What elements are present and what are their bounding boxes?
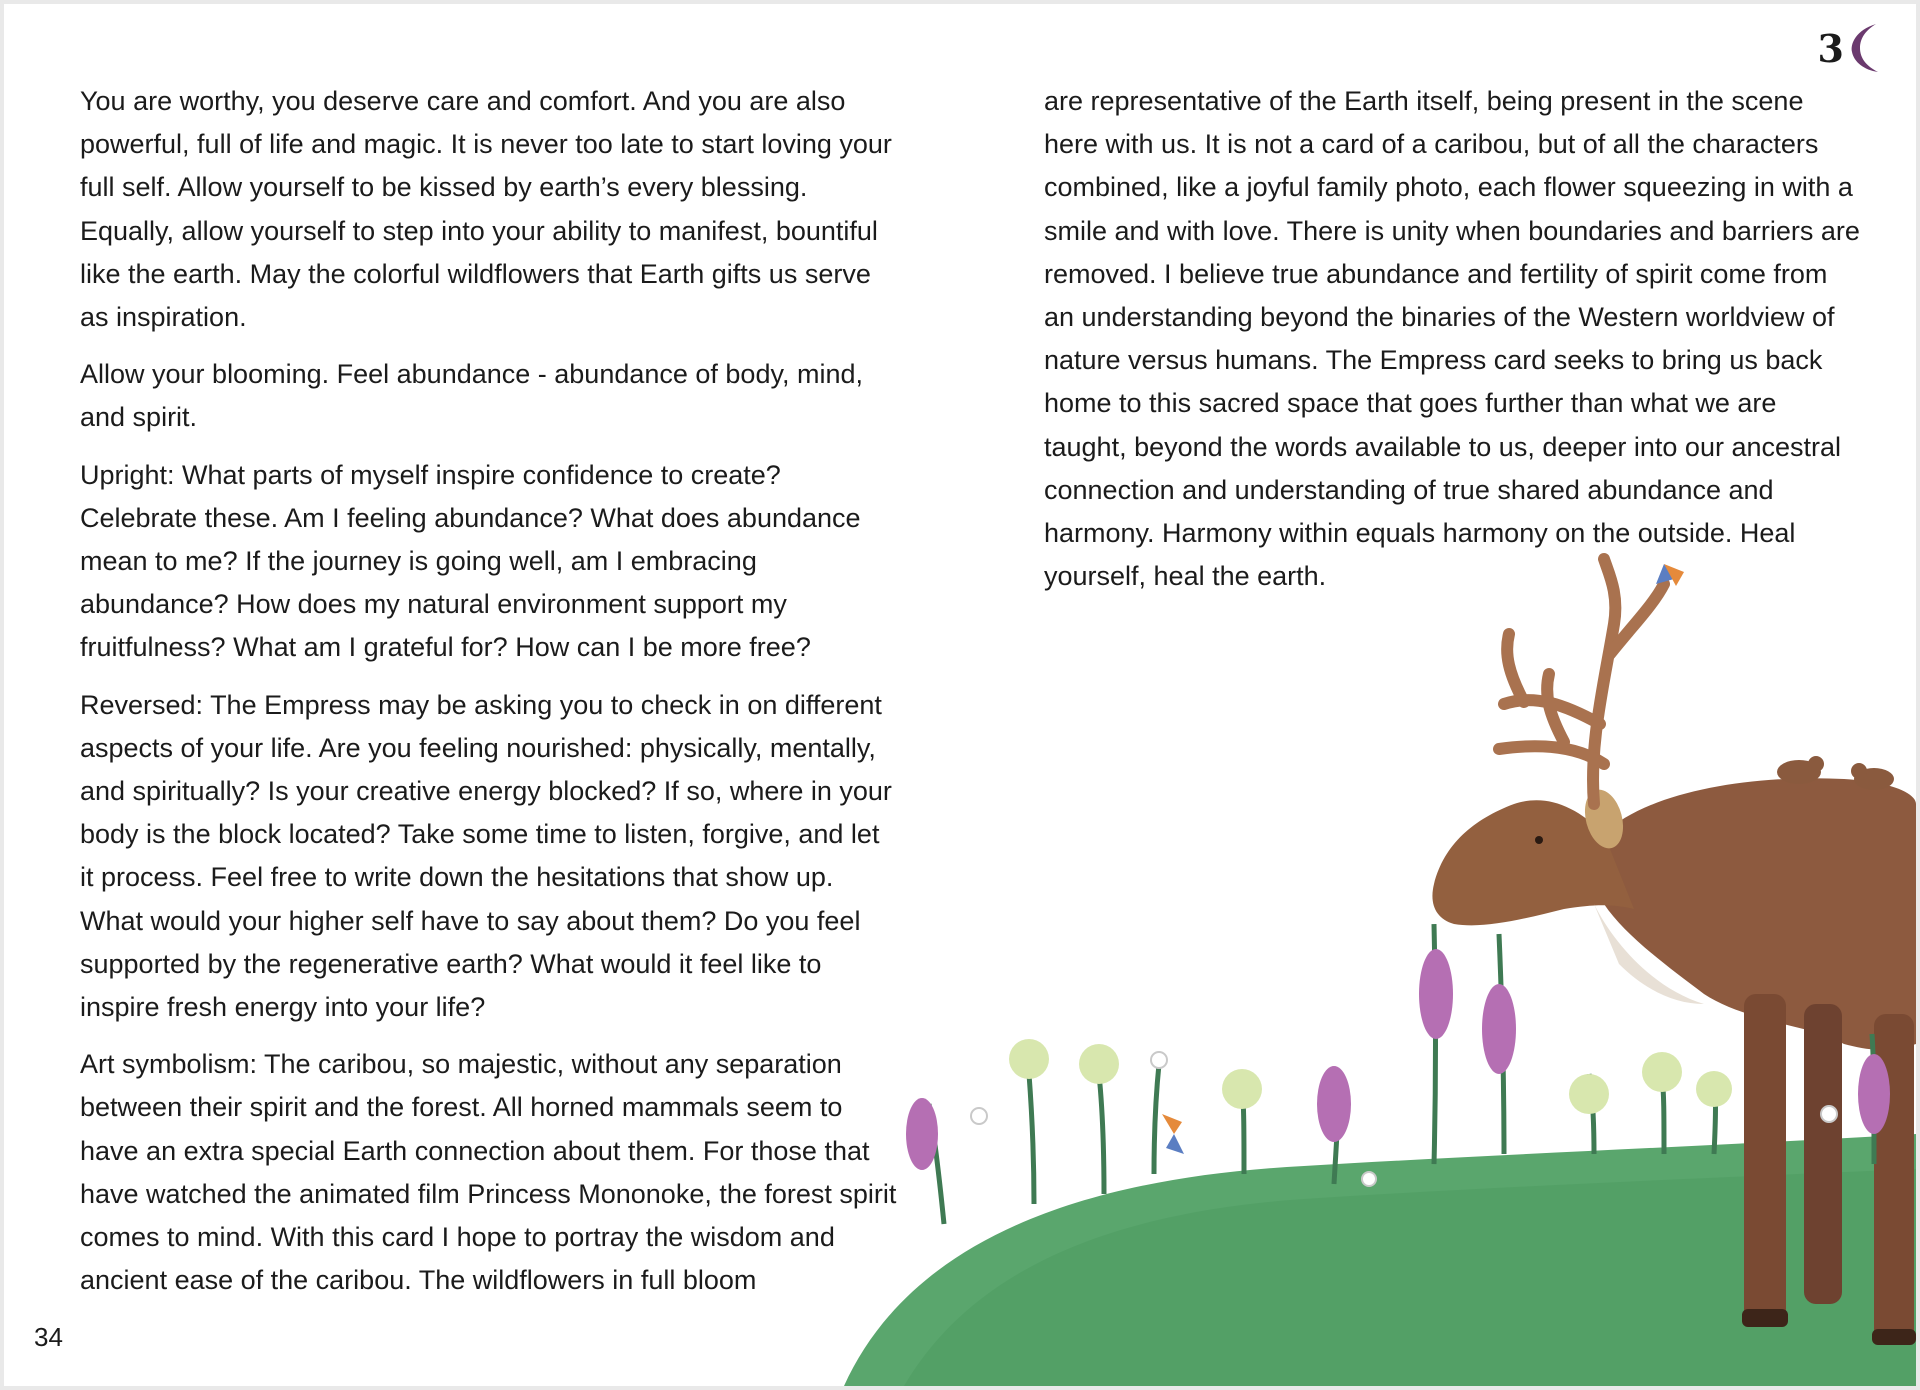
chapter-number: 3 (1817, 25, 1844, 71)
right-text-column (1044, 80, 1864, 612)
paragraph-blooming: Allow your blooming. Feel abundance - abundance of body, mind, and spirit. (80, 359, 863, 433)
paragraph-reversed: Reversed: The Empress may be asking you to check in on different aspects of your life. Are you feeling nourished: physically, mentally, and spiritually? Is your creative energy blocked? If so, where in your body is the block located? Take some time to listen, forgive, and let it process. Feel free to write down the hesitations that show up. What would your higher self have to say about them? Do you feel supported by the regenerative earth? What would it feel like to inspire fresh energy into your life? (80, 689, 892, 1023)
paragraph-intro: You are worthy, you deserve care and comfort. And you are also powerful, full of life and magic. It is never too late to start loving your full self. Allow yourself to be kissed by earth’s every blessing. Equally, allow yourself to step into your ability to manifest, bountiful like the earth. May the colorful wildflowers that Earth gifts us serve as inspiration. (80, 86, 892, 333)
chapter-marker (1818, 22, 1880, 74)
paragraph-art-symbolism: Art symbolism: The caribou, so majestic, without any separation between their spirit and the forest. All horned mammals seem to have an extra special Earth connection about them. For those that have watched the animated film Princess Mononoke, the forest spirit comes to mind. With this card I hope to portray the wisdom and ancient ease of the caribou. The wildflowers in full bloom (80, 1049, 897, 1296)
crescent-moon-icon (1846, 22, 1880, 74)
paragraph-continued: are representative of the Earth itself, being present in the scene here with us. It is not a card of a caribou, but of all the characters combined, like a joyful family photo, each flower squeezing in with a smile and with love. There is unity when boundaries and barriers are removed. I believe true abundance and fertility of spirit come from an understanding beyond the binaries of the Western worldview of nature versus humans. The Empress card seeks to bring us back home to this sacred space that goes further than what we are taught, beyond the words available to us, deeper into our ancestral connection and understanding of true shared abundance and harmony. Harmony within equals harmony on the outside. Heal yourself, heal the earth. (1044, 86, 1860, 592)
left-text-column (80, 80, 900, 1316)
paragraph-upright: Upright: What parts of myself inspire confidence to create? Celebrate these. Am I feeling abundance? What does abundance mean to me? If the journey is going well, am I embracing abundance? How does my natural environment support my fruitfulness? What am I grateful for? How can I be more free? (80, 459, 861, 663)
page-number: 34 (34, 1322, 63, 1352)
book-page-spread (4, 4, 1916, 1386)
